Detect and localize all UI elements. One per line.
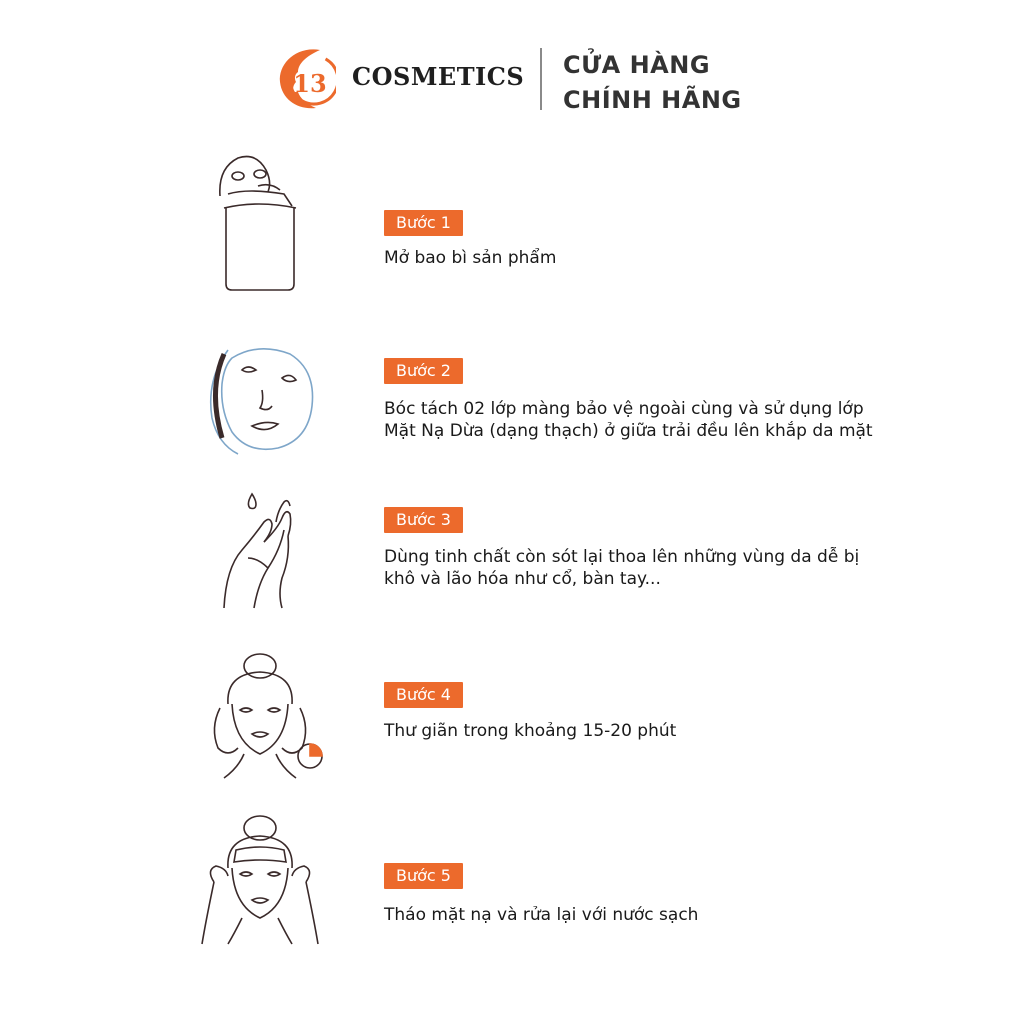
hands-serum-icon bbox=[198, 488, 308, 613]
tagline bbox=[563, 48, 742, 118]
step-4-line-1: Thư giãn trong khoảng 15-20 phút bbox=[384, 721, 677, 741]
tagline-line-2: CHÍNH HÃNG bbox=[563, 86, 742, 114]
logo-number: 13 bbox=[293, 69, 327, 98]
step-1-description bbox=[384, 247, 924, 269]
face-mask-timer-icon bbox=[198, 648, 328, 783]
step-5-line-1: Tháo mặt nạ và rửa lại với nước sạch bbox=[384, 905, 699, 925]
tagline-line-1: CỬA HÀNG bbox=[563, 51, 711, 79]
step-2-badge: Bước 2 bbox=[384, 358, 463, 384]
step-4-badge: Bước 4 bbox=[384, 682, 463, 708]
step-2-line-2: Mặt Nạ Dừa (dạng thạch) ở giữa trải đều lên khắp da mặt bbox=[384, 421, 873, 441]
remove-mask-icon bbox=[198, 810, 328, 948]
step-1-line-1: Mở bao bì sản phẩm bbox=[384, 248, 557, 268]
step-5-badge: Bước 5 bbox=[384, 863, 463, 889]
header bbox=[0, 0, 1024, 140]
header-divider bbox=[540, 48, 542, 110]
step-2-line-1: Bóc tách 02 lớp màng bảo vệ ngoài cùng và sử dụng lớp bbox=[384, 399, 864, 419]
step-1-badge: Bước 1 bbox=[384, 210, 463, 236]
step-2-description bbox=[384, 398, 924, 442]
peel-mask-icon bbox=[198, 340, 318, 460]
step-3-line-2: khô và lão hóa như cổ, bàn tay... bbox=[384, 569, 661, 589]
step-5-description bbox=[384, 904, 924, 926]
brand-name: COSMETICS bbox=[352, 62, 525, 91]
step-3-badge: Bước 3 bbox=[384, 507, 463, 533]
step-3-description bbox=[384, 546, 924, 590]
mask-package-icon bbox=[198, 150, 308, 295]
brand-logo-icon bbox=[276, 44, 336, 112]
step-4-description bbox=[384, 720, 924, 742]
step-3-line-1: Dùng tinh chất còn sót lại thoa lên những vùng da dễ bị bbox=[384, 547, 860, 567]
